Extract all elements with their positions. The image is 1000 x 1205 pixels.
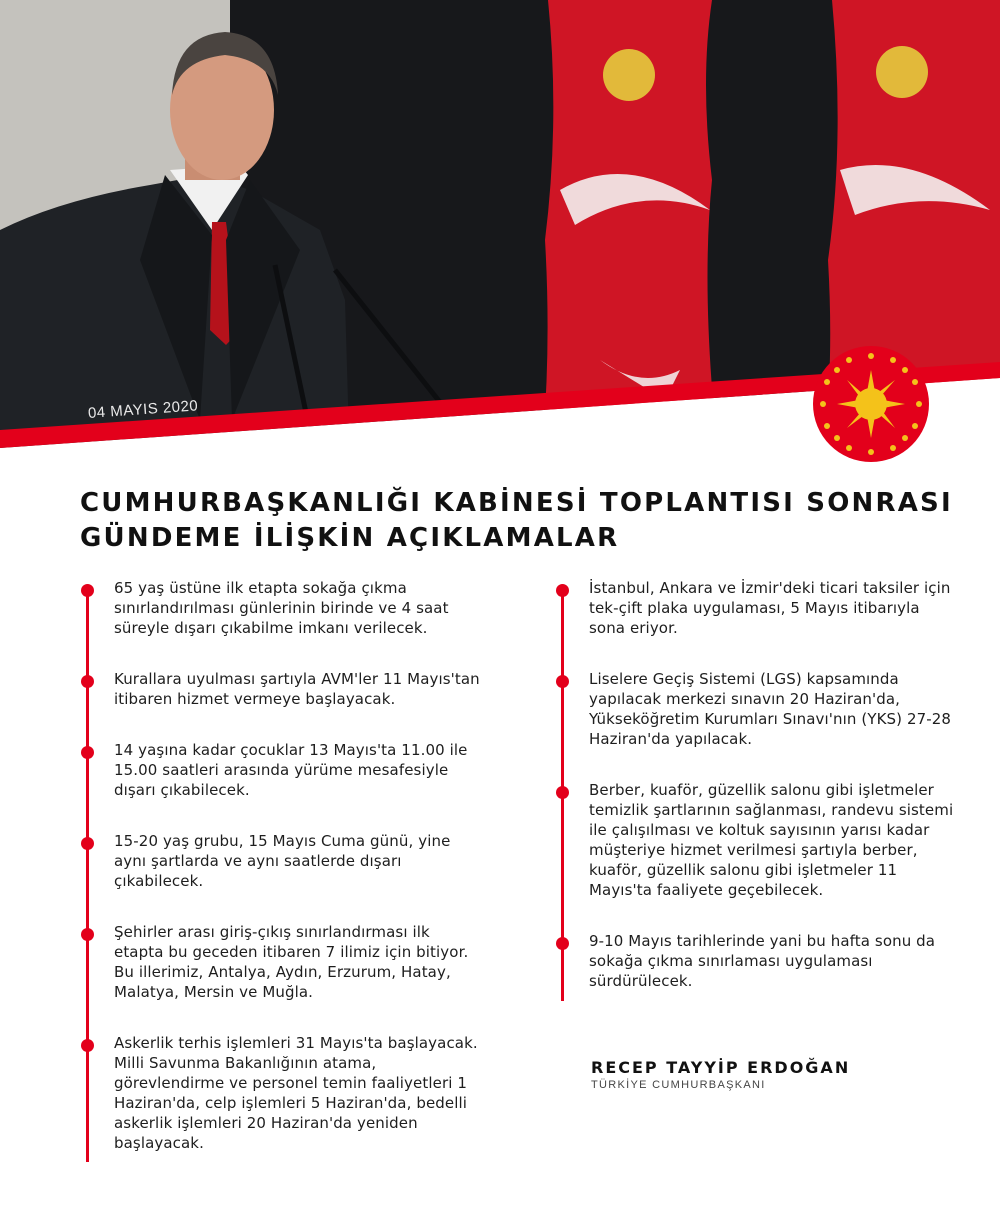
page-title-line-1: CUMHURBAŞKANLIĞI KABİNESİ TOPLANTISI SONRASI bbox=[80, 488, 953, 518]
bullet-dot-icon bbox=[556, 937, 569, 950]
presidential-seal-icon bbox=[811, 344, 931, 464]
bullet-dot-icon bbox=[81, 1039, 94, 1052]
page-title bbox=[80, 486, 960, 556]
list-item-text: Şehirler arası giriş-çıkış sınırlandırması ilk etapta bu geceden itibaren 7 ilimiz için bitiyor. Bu illerimiz, Antalya, Aydın, Erzurum, Hatay, Malatya, Mersin ve Muğla. bbox=[114, 923, 469, 1001]
bullet-dot-icon bbox=[81, 675, 94, 688]
list-item bbox=[80, 578, 480, 638]
list-item-text: Kurallara uyulması şartıyla AVM'ler 11 Mayıs'tan itibaren hizmet vermeye başlayacak. bbox=[114, 670, 480, 708]
list-item-text: 14 yaşına kadar çocuklar 13 Mayıs'ta 11.00 ile 15.00 saatleri arasında yürüme mesafesiyle dışarı çıkabilecek. bbox=[114, 741, 468, 799]
list-item-text: 9-10 Mayıs tarihlerinde yani bu hafta sonu da sokağa çıkma sınırlaması uygulaması sürdürülecek. bbox=[589, 932, 936, 990]
left-column bbox=[80, 578, 480, 1184]
list-item-text: İstanbul, Ankara ve İzmir'deki ticari taksiler için tek-çift plaka uygulaması, 5 Mayıs itibarıyla sona eriyor. bbox=[589, 579, 951, 637]
list-item bbox=[80, 831, 480, 891]
bullet-dot-icon bbox=[556, 675, 569, 688]
bullet-dot-icon bbox=[556, 584, 569, 597]
list-item-text: 15-20 yaş grubu, 15 Mayıs Cuma günü, yine aynı şartlarda ve aynı saatlerde dışarı çıkabilecek. bbox=[114, 832, 451, 890]
bullet-dot-icon bbox=[81, 746, 94, 759]
list-item-text: Askerlik terhis işlemleri 31 Mayıs'ta başlayacak. Milli Savunma Bakanlığının atama, görevlendirme ve personel temin faaliyetleri 1 Haziran'da, celp işlemleri 5 Haziran'da, bedelli askerlik işlemleri 20 Haziran'da yeniden başlayacak. bbox=[114, 1034, 478, 1152]
bullet-dot-icon bbox=[81, 584, 94, 597]
bullet-dot-icon bbox=[81, 928, 94, 941]
signature-block bbox=[591, 1058, 850, 1091]
list-item bbox=[555, 931, 955, 991]
list-item-text: Liselere Geçiş Sistemi (LGS) kapsamında yapılacak merkezi sınavın 20 Haziran'da, Yükseköğretim Kurumları Sınavı'nın (YKS) 27-28 Haziran'da yapılacak. bbox=[589, 670, 952, 748]
list-item bbox=[80, 922, 480, 1002]
list-item bbox=[555, 578, 955, 638]
list-item bbox=[80, 669, 480, 709]
bullet-dot-icon bbox=[556, 786, 569, 799]
signature-role: TÜRKİYE CUMHURBAŞKANI bbox=[591, 1079, 766, 1091]
list-item bbox=[555, 669, 955, 749]
list-item-text: 65 yaş üstüne ilk etapta sokağa çıkma sınırlandırılması günlerinin birinde ve 4 saat süreyle dışarı çıkabilme imkanı verilecek. bbox=[114, 579, 449, 637]
list-item bbox=[80, 740, 480, 800]
bullet-dot-icon bbox=[81, 837, 94, 850]
right-column bbox=[555, 578, 955, 1022]
list-item bbox=[80, 1033, 480, 1153]
page-title-line-2: GÜNDEME İLİŞKİN AÇIKLAMALAR bbox=[80, 523, 620, 553]
list-item bbox=[555, 780, 955, 900]
signature-name: RECEP TAYYİP ERDOĞAN bbox=[591, 1058, 851, 1077]
list-item-text: Berber, kuaför, güzellik salonu gibi işletmeler temizlik şartlarının sağlanması, randevu sistemi ile çalışılması ve koltuk sayısının yarısı kadar müşteriye hizmet verilmesi şartıyla berber, kuaför, güzellik salonu gibi işletmeler 11 Mayıs'ta faaliyete geçebilecek. bbox=[589, 781, 954, 899]
date-label: 04 MAYIS 2020 bbox=[87, 397, 199, 422]
